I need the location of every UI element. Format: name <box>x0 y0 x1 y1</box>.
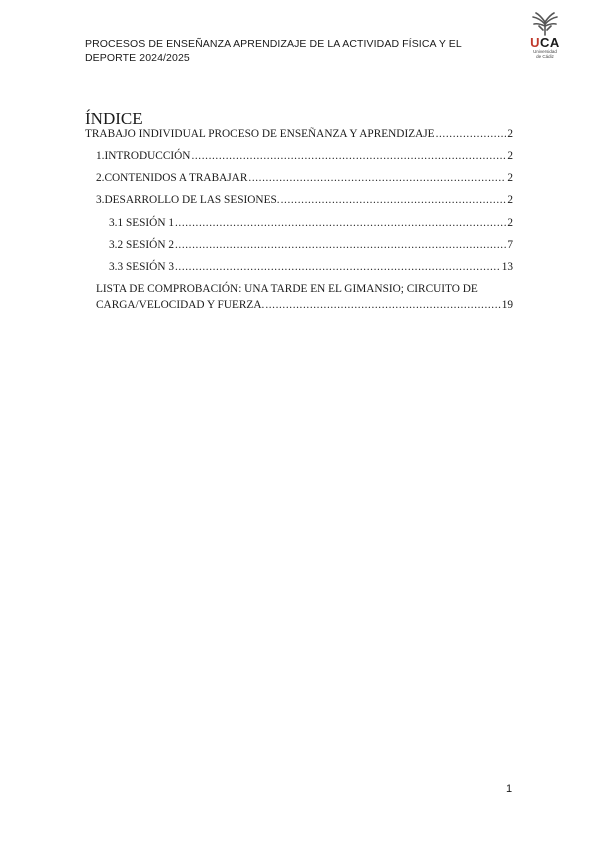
logo-wordmark: UCA <box>530 35 560 50</box>
toc-entry[interactable] <box>96 172 513 184</box>
logo-name-line2: de Cádiz <box>536 54 554 59</box>
toc-entry-label: 3.2 SESIÓN 2 <box>109 239 174 251</box>
toc-leader-dots <box>191 150 506 162</box>
toc-entry-page: 2 <box>507 217 513 229</box>
toc-entry-page: 2 <box>507 172 513 184</box>
toc-entry[interactable] <box>109 261 513 273</box>
toc-leader-dots <box>265 297 500 313</box>
toc-entry[interactable] <box>85 128 513 140</box>
toc-entry-page: 2 <box>507 194 513 206</box>
toc-leader-dots <box>248 172 506 184</box>
toc-entry[interactable] <box>96 194 513 206</box>
toc-entry-label-line1: LISTA DE COMPROBACIÓN: UNA TARDE EN EL GIMANSIO; CIRCUITO DE <box>96 283 478 295</box>
university-logo <box>523 12 567 66</box>
toc-entry-page: 2 <box>507 150 513 162</box>
toc-leader-dots <box>436 128 507 140</box>
toc-entry-line2 <box>96 297 513 313</box>
toc-entry-label-line2: CARGA/VELOCIDAD Y FUERZA. <box>96 299 265 311</box>
toc-entry-label: 3.DESARROLLO DE LAS SESIONES. <box>96 194 280 206</box>
toc-entry-label: TRABAJO INDIVIDUAL PROCESO DE ENSEÑANZA Y APRENDIZAJE <box>85 128 435 140</box>
toc-entry-page: 13 <box>501 261 513 273</box>
toc-leader-dots <box>175 239 506 251</box>
toc-entry[interactable] <box>109 217 513 229</box>
toc-entry-page: 2 <box>507 128 513 140</box>
toc-title: ÍNDICE <box>85 109 143 128</box>
toc-entry-label: 3.3 SESIÓN 3 <box>109 261 174 273</box>
toc-entry-page: 19 <box>501 299 513 311</box>
toc-entry-label: 3.1 SESIÓN 1 <box>109 217 174 229</box>
logo-name-line1: Universidad <box>533 49 557 54</box>
toc-entry-page: 7 <box>507 239 513 251</box>
toc-entry[interactable] <box>96 281 513 313</box>
palm-emblem-icon <box>529 12 561 36</box>
toc-entry-label: 2.CONTENIDOS A TRABAJAR <box>96 172 248 184</box>
toc-leader-dots <box>175 217 506 229</box>
toc-entry-label: 1.INTRODUCCIÓN <box>96 150 191 162</box>
toc-leader-dots <box>281 194 507 206</box>
running-header: PROCESOS DE ENSEÑANZA APRENDIZAJE DE LA ACTIVIDAD FÍSICA Y EL DEPORTE 2024/2025 <box>85 38 462 64</box>
toc-entry[interactable] <box>96 150 513 162</box>
page-number: 1 <box>506 783 513 795</box>
toc-leader-dots <box>175 261 501 273</box>
toc-entry[interactable] <box>109 239 513 251</box>
